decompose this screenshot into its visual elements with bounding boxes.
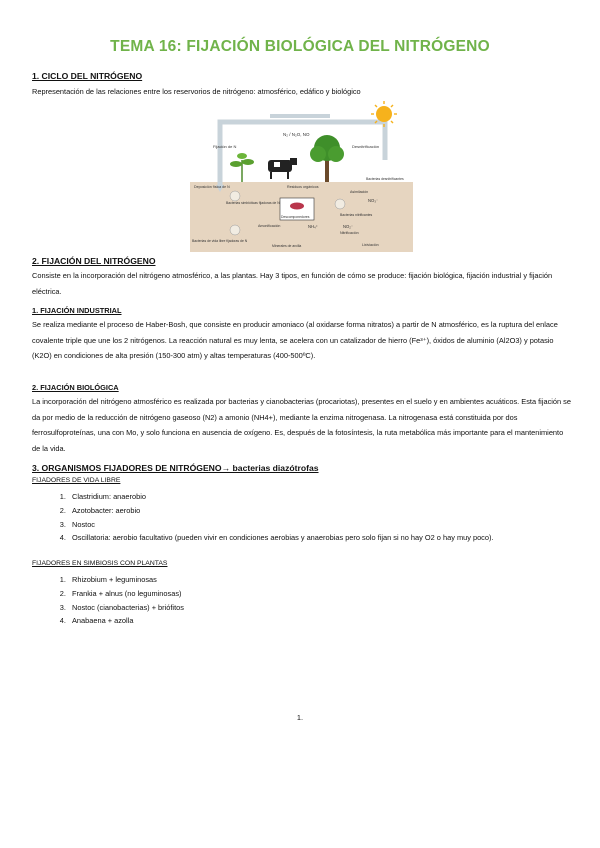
- page-number: 1.: [296, 713, 304, 722]
- label-no2: NO₂⁻: [343, 224, 354, 229]
- label-decomposers: Descomponedores: [281, 215, 310, 219]
- list-item: 2. Azotobacter: aerobio: [68, 504, 573, 518]
- section-text-fijacion: Consiste en la incorporación del nitrógeno atmosférico, a las plantas. Hay 3 tipos, en función de cómo se produce: fijación biológica, fijación industrial y fijación eléctrica.: [32, 271, 553, 296]
- list-item: 4. Anabaena + azolla: [68, 614, 573, 628]
- list-symbiosis: [32, 573, 573, 628]
- label-free-living: FIJADORES DE VIDA LIBRE: [32, 477, 121, 484]
- label-nh4: NH₄⁺: [308, 224, 318, 229]
- label-assimilation: Asimilación: [350, 190, 369, 194]
- list-item: 3. Nostoc (cianobacterias) + briófitos: [68, 601, 573, 615]
- label-residues: Residuos orgánicos: [287, 185, 319, 189]
- subsection-text-biologica: La incorporación del nitrógeno atmosférico es realizada por bacterias y cianobacterias (procariotas), presentes en el suelo y en ambientes acuáticos. Esta fijación se da por medio de la reducción de nitrógeno gaseoso (N2) a amonio (NH4+), mediante la enzima nitrogenasa. La nitrogenasa está constituida por dos ferrosulfoproteínas, una con Mo, y solo funciona en ausencia de oxígeno. Es, después de la fotosíntesis, la ruta metabólica más importante para el mantenimiento de la vida.: [32, 397, 571, 453]
- list-item: 1. Clastridium: anaerobio: [68, 490, 573, 504]
- label-nitrification: Nitrificación: [340, 231, 359, 235]
- label-denitrifying-bacteria: Bacterias desnitrificantes: [366, 177, 404, 181]
- subsection-heading-industrial: 1. FIJACIÓN INDUSTRIAL: [32, 306, 122, 315]
- label-ammonification: Amonificación: [258, 224, 281, 228]
- section-heading-ciclo: 1. CICLO DEL NITRÓGENO: [32, 71, 143, 81]
- section-heading-fijacion: 2. FIJACIÓN DEL NITRÓGENO: [32, 256, 156, 266]
- list-item: 4. Oscillatoria: aerobio facultativo (pueden vivir en condiciones aerobias y anaerobias pero solo fijan si no hay O2 o hay muy poco).: [68, 531, 573, 545]
- list-item: 3. Nostoc: [68, 518, 573, 532]
- nitrogen-cycle-diagram: [190, 100, 413, 252]
- label-nitrifying-bacteria: Bacterias nitrificantes: [340, 213, 373, 217]
- label-no3: NO₃⁻: [368, 198, 379, 203]
- label-fixation: Fijación de N: [213, 144, 237, 149]
- list-item: 2. Frankia + alnus (no leguminosas): [68, 587, 573, 601]
- label-clay: Minerales de arcilla: [272, 244, 302, 248]
- label-leaching: Lixiviación: [362, 243, 379, 247]
- section-text-ciclo: Representación de las relaciones entre los reservorios de nitrógeno: atmosférico, edáfico y biológico: [32, 87, 361, 96]
- label-denitrification: Desnitrificación: [352, 144, 380, 149]
- label-symbiosis: FIJADORES EN SIMBIOSIS CON PLANTAS: [32, 560, 168, 567]
- subsection-text-industrial: Se realiza mediante el proceso de Haber-Bosh, que consiste en producir amoniaco (al oxidarse forma nitratos) a partir de N atmosférico, es la ruptura del enlace covalente triple que une los 2 nitrógenos. La reacción natural es muy lenta, se acelera con un catalizador de hierro (Fe³⁺), óxidos de aluminio (Al2O3) y potasio (K2O) en condiciones de alta presión (150-300 atm) y altas temperaturas (400-500ºC).: [32, 320, 558, 360]
- label-symbiotic-bacteria: Bacterias simbióticas fijadoras de N: [226, 201, 280, 205]
- list-free-living: [32, 490, 573, 545]
- list-item: 1. Rhizobium + leguminosas: [68, 573, 573, 587]
- label-free-bacteria: Bacterias de vida libre fijadoras de N: [192, 239, 248, 243]
- subsection-heading-biologica: 2. FIJACIÓN BIOLÓGICA: [32, 383, 119, 392]
- section-heading-organismos: 3. ORGANISMOS FIJADORES DE NITRÓGENO→ bacterias diazótrofas: [32, 463, 319, 473]
- label-sky: N₂ / N₂O, NO: [283, 132, 310, 137]
- page-title: TEMA 16: FIJACIÓN BIOLÓGICA DEL NITRÓGENO: [110, 38, 490, 55]
- label-deposition: Deposición física de N: [194, 185, 230, 189]
